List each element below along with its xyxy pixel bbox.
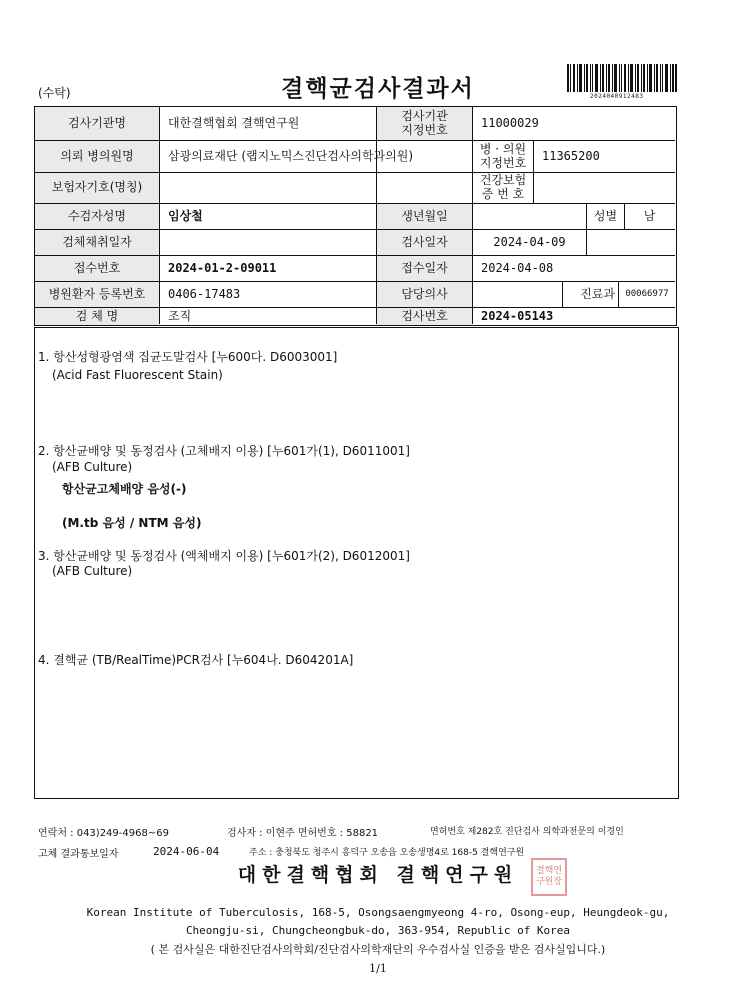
test-no-value: 2024-05143: [481, 308, 554, 323]
results-section: [34, 327, 679, 799]
certification-note: ( 본 검사실은 대한진단검사의학회/진단검사의학재단의 우수검사실 인증을 받은 검사실입니다.): [150, 943, 606, 956]
health-ins-value: [534, 173, 674, 203]
inst-no-label: [377, 107, 472, 140]
examiner-info: 검사자 : 이현주 면허번호 : 58821: [227, 828, 379, 839]
result-item-3: 3. 항산균배양 및 동정검사 (액체배지 이용) [누601가(2), D6012001]: [38, 549, 410, 563]
result-item-3-english: (AFB Culture): [52, 564, 133, 578]
recv-date-label: 접수일자: [377, 256, 472, 281]
patient-reg-value: 0406-17483: [168, 286, 241, 301]
director-info: 면허번호 제282호 진단검사 의학과전문의 이경인: [430, 827, 624, 837]
result-item-2: 2. 항산균배양 및 동정검사 (고체배지 이용) [누601가(1), D6011001]: [38, 444, 410, 458]
sex-value: 남: [643, 208, 656, 223]
test-no-label: 검사번호: [377, 308, 472, 325]
hosp-no-label-1: 병 · 의원: [479, 141, 527, 156]
health-ins-label-2: 증 번 호: [481, 187, 525, 201]
document-title: 결핵균검사결과서: [281, 76, 475, 102]
collect-date-label: 검체채취일자: [35, 230, 159, 255]
report-date-label: 고체 결과통보일자: [38, 849, 119, 860]
patient-value: 임상철: [168, 208, 203, 223]
english-address-line-1: Korean Institute of Tuberculosis, 168-5, Osongsaengmyeong 4-ro, Osong-eup, Heungdeok-gu,: [86, 906, 670, 919]
page-number: 1/1: [369, 962, 387, 975]
doctor-value: [473, 282, 562, 307]
address: 주소 : 충청북도 청주시 흥덕구 오송읍 오송생명4로 168-5 결핵연구원: [249, 848, 525, 858]
barcode-icon: [567, 64, 677, 92]
doctor-label: 담당의사: [377, 282, 472, 307]
health-ins-label-1: 건강보험: [479, 173, 527, 188]
patient-reg-label: 병원환자 등록번호: [35, 282, 159, 307]
inst-no-label-2: 지정번호: [401, 122, 448, 137]
hosp-no-label-2: 지정번호: [479, 155, 527, 170]
collect-date-value: [160, 230, 376, 255]
specimen-label: 검 체 명: [35, 308, 159, 325]
health-ins-label: [473, 173, 533, 203]
result-item-2-detail: (M.tb 음성 / NTM 음성): [62, 516, 202, 530]
reg-no-value: 2024-01-2-09011: [168, 260, 277, 275]
result-item-4: 4. 결핵균 (TB/RealTime)PCR검사 [누604나. D604201A]: [38, 653, 354, 667]
dept-label: 진료과: [563, 282, 618, 307]
official-seal: 결핵연구원장: [531, 858, 567, 896]
insurer-value: [160, 173, 472, 203]
result-item-2-english: (AFB Culture): [52, 460, 133, 474]
contact-info: 연락처 : 043)249-4968~69: [38, 828, 169, 839]
test-date-label: 검사일자: [377, 230, 472, 255]
inst-name-label: 검사기관명: [35, 107, 159, 140]
reg-no-label: 접수번호: [35, 256, 159, 281]
insurer-label: 보험자기호(명칭): [35, 173, 159, 203]
report-date-value: 2024-06-04: [153, 845, 220, 858]
birth-label: 생년월일: [377, 204, 472, 229]
sex-label: 성별: [587, 204, 624, 229]
inst-no-label-1: 검사기관: [401, 108, 448, 123]
english-address-line-2: Cheongju-si, Chungcheongbuk-do, 363-954, Republic of Korea: [185, 924, 571, 937]
result-item-1: 1. 항산성형광염색 집균도말검사 [누600다. D6003001]: [38, 350, 338, 364]
test-date-value: 2024-04-09: [493, 234, 566, 249]
organization-name: 대한결핵협회 결핵연구원: [237, 864, 519, 886]
inst-name-value: 대한결핵협회 결핵연구원: [168, 115, 300, 130]
barcode-number: 2024040912483: [590, 93, 644, 100]
dept-value: 00066977: [625, 289, 669, 300]
birth-value: [473, 204, 586, 229]
specimen-value: 조직: [168, 308, 192, 323]
hosp-no-label: [473, 141, 533, 172]
hospital-label: 의뢰 병의원명: [35, 141, 159, 172]
result-item-2-outcome: 항산균고체배양 음성(-): [62, 482, 187, 496]
patient-info-table: [34, 106, 677, 326]
hospital-value: 삼광의료재단 (랩지노믹스진단검사의학과의원): [168, 148, 414, 163]
patient-label: 수검자성명: [35, 204, 159, 229]
inst-no-value: 11000029: [481, 115, 539, 130]
result-item-1-english: (Acid Fast Fluorescent Stain): [52, 368, 223, 382]
recv-date-value: 2024-04-08: [481, 260, 554, 275]
receive-label: (수탁): [38, 86, 71, 100]
hosp-no-value: 11365200: [542, 148, 600, 163]
